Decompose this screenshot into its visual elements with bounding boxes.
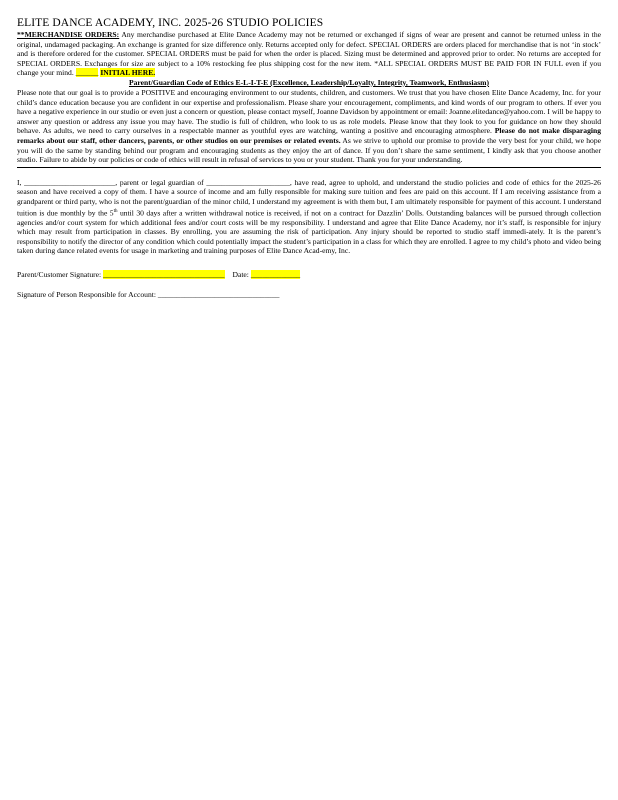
agreement-mid: , parent or legal guardian of bbox=[115, 177, 207, 187]
student-name-blank[interactable]: ______________________ bbox=[206, 177, 290, 187]
ethics-heading: Parent/Guardian Code of Ethics E-L-I-T-E (Excellence, Leadership/Loyalty, Integrity, Teamwork, Enthusiasm) bbox=[128, 77, 490, 87]
initial-here-label: INITIAL HERE. bbox=[100, 68, 156, 78]
ethics-body-bold: Please do not make disparaging remarks about our staff, other dancers, parents, or other studios on our premises or related events. bbox=[17, 126, 602, 145]
merchandise-body: Any merchandise purchased at Elite Dance Academy may not be returned or exchanged if signs of wear are present and cannot be returned unless in the original, undamaged packaging. An exchange is granted for size difference only. Returns accepted only for defect. SPECIAL ORDERS are orders placed for merchandise that is not ‘in stock’ and is therefore ordered for the customer. SPECIAL ORDERS must be paid for when the order is placed. Sizing must be determined and approved prior to order. No returns are accepted for SPECIAL ORDERS. Exchanges for size are subject to a 10% restocking fee plus shipping cost for the new item. *ALL SPECIAL ORDERS MUST BE PAID FOR IN FULL even if you change your mind. bbox=[17, 30, 601, 78]
document-title: ELITE DANCE ACADEMY, INC. 2025-26 STUDIO POLICIES bbox=[17, 17, 324, 29]
merchandise-section bbox=[17, 30, 601, 78]
agreement-superscript: th bbox=[113, 208, 118, 214]
responsible-signature-label: Signature of Person Responsible for Account: bbox=[17, 290, 156, 299]
ethics-section bbox=[17, 88, 601, 165]
parent-name-blank[interactable]: ________________________ bbox=[24, 177, 116, 187]
parent-signature-label: Parent/Customer Signature: bbox=[17, 270, 102, 279]
agreement-section bbox=[17, 178, 601, 256]
agreement-body-a: , have read, agree to uphold, and understand the studio policies and code of ethics for the 2025-26 season and have received a copy of them. I have a source of income and am fully responsible for making sure tuition and fees are paid on this account. If I am receiving assistance from a grandparent or third party, who is not the parent/guardian of the minor child, I understand my agreement is with them but, I am ultimately responsible for payment of this account. I understand tuition is due monthly by the 5 bbox=[17, 177, 601, 218]
section-divider bbox=[17, 167, 601, 168]
merchandise-heading: **MERCHANDISE ORDERS: bbox=[17, 30, 120, 39]
agreement-lead: I, bbox=[17, 177, 25, 187]
responsible-signature-row bbox=[17, 290, 601, 300]
agreement-body-b: until 30 days after a written withdrawal notice is received, if not on a contract for Dazzlin’ Dolls. Outstanding balances will be pursued through collection agencies and/or court system for which additional fees and/or court costs will be my responsibility. I understand and agree that Elite Dance Academy, nor it’s staff, is responsible for injury which may result from participation in classes. By enrolling, you are assuming the risk of participation. Any injury should be reported to studio staff immedi-ately. It is the parent’s responsibility to notify the director of any condition which could potentially impact the student’s participation in a class for which they are enrolled. I agree to my child’s photo and video being taken during dance related events for usage in marketing and training purposes of Elite Dance Acad-emy, Inc. bbox=[17, 208, 601, 256]
initial-blank-field[interactable]: ______ bbox=[75, 68, 99, 78]
parent-signature-field[interactable]: ________________________________ bbox=[103, 270, 225, 279]
date-field[interactable]: _____________ bbox=[250, 270, 301, 279]
parent-signature-row bbox=[17, 270, 601, 280]
responsible-signature-field[interactable]: ________________________________ bbox=[157, 290, 280, 299]
document-page bbox=[17, 17, 601, 300]
date-label: Date: bbox=[232, 270, 249, 279]
ethics-body-part1: Please note that our goal is to provide a POSITIVE and encouraging environment to our students, children, and customers. We trust that you have chosen Elite Dance Academy, Inc. for your child’s dance education because you are confident in our expertise and professionalism. Please share your encouragement, compliments, and kind words of our program to others. If ever you have a negative experience in our studio or even just a concern or question, please contact myself, Joanne Davidson by appointment or email: Joanne.elitedance@yahoo.com. I will be happy to answer any question or address any issue you may have. The studio is full of children, who look to us as role models. Please know that they look to you for guidance on how they should behave. As adults, we need to carry ourselves in a respectable manner as youthful eyes are watching, wanting a positive and encouraging atmosphere. bbox=[17, 87, 601, 136]
ethics-body-part2: As we strive to uphold our promise to provide the very best for your child, we hope you will do the same by standing behind our program and encouraging students as they enjoy the art of dance. If you don’t share the same sentiment, I kindly ask that you choose another studio. Failure to abide by our policies or code of ethics will result in refusal of services to you or your student. Thank you for your understanding. bbox=[17, 135, 602, 165]
